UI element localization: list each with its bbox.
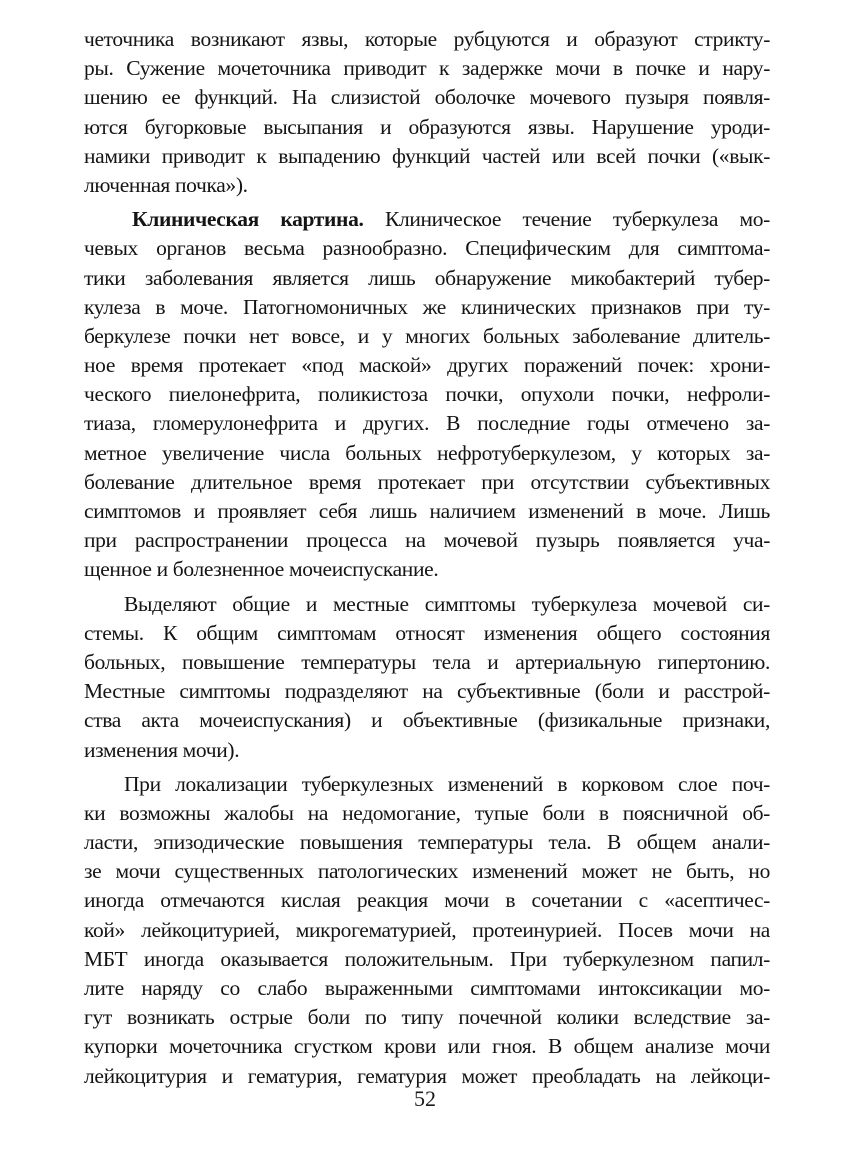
text-line: тиаза, гломерулонефрита и других. В последние годы отмечено за- — [84, 411, 770, 436]
text-line — [84, 205, 770, 234]
text-line: кой» лейкоцитурией, микрогематурией, протеинурией. Посев мочи на — [84, 917, 770, 942]
text-line: ки возможны жалобы на недомогание, тупые боли в поясничной об- — [84, 800, 770, 825]
text-line: четочника возникают язвы, которые рубцуются и образуют стрикту- — [84, 27, 770, 51]
text-line: болевание длительное время протекает при отсутствии субъективных — [84, 469, 770, 494]
text-line: намики приводит к выпадению функций частей или всей почки («вык- — [84, 143, 770, 168]
text-line: ются бугорковые высыпания и образуются язвы. Нарушение уроди- — [84, 114, 770, 139]
text-line: МБТ иногда оказывается положительным. При туберкулезном папил- — [84, 946, 770, 971]
text-line: зе мочи существенных патологических изменений может не быть, но — [84, 859, 770, 884]
text-line: ласти, эпизодические повышения температуры тела. В общем анали- — [84, 830, 770, 855]
text-line: лите наряду со слабо выраженными симптомами интоксикации мо- — [84, 976, 770, 1000]
text-line: чевых органов весьма разнообразно. Специфическим для симптома- — [84, 236, 770, 261]
section-heading: Клиническая картина. — [132, 207, 364, 232]
paragraph-symptoms — [84, 590, 770, 765]
text-line: тики заболевания является лишь обнаружение микобактерий тубер- — [84, 265, 770, 290]
text-line: изменения мочи). — [84, 737, 240, 762]
heading-line-rest: Клиническое течение туберкулеза мо- — [384, 207, 770, 232]
text-line: ное время протекает «под маской» других поражений почек: хрони- — [84, 353, 770, 378]
text-line: симптомов и проявляет себя лишь наличием изменений в моче. Лишь — [84, 499, 770, 523]
text-line: беркулезе почки нет вовсе, и у многих больных заболевание длитель- — [84, 323, 770, 348]
text-line: купорки мочеточника сгустком крови или гноя. В общем анализе мочи — [84, 1034, 770, 1059]
text-line: люченная почка»). — [84, 172, 248, 197]
paragraph-cortical-localization — [84, 770, 770, 1091]
text-line: лейкоцитурия и гематурия, гематурия может преобладать на лейкоци- — [84, 1063, 770, 1088]
text-line: ры. Сужение мочеточника приводит к задержке мочи в почке и нару- — [84, 56, 770, 81]
paragraph-clinical-picture — [84, 205, 770, 584]
text-line: стемы. К общим симптомам относят изменения общего состояния — [84, 620, 770, 645]
text-line: кулеза в моче. Патогномоничных же клинических признаков при ту- — [84, 294, 770, 319]
text-line: шению ее функций. На слизистой оболочке мочевого пузыря появля- — [84, 85, 770, 110]
text-line: ческого пиелонефрита, поликистоза почки, опухоли почки, нефроли- — [84, 382, 770, 407]
page-body — [84, 25, 770, 1091]
text-line: метное увеличение числа больных нефротуберкулезом, у которых за- — [84, 440, 770, 465]
text-line: иногда отмечаются кислая реакция мочи в сочетании с «асептичес- — [84, 888, 770, 913]
text-line: гут возникать острые боли по типу почечной колики вследствие за- — [84, 1005, 770, 1030]
paragraph-urodynamics — [84, 25, 770, 200]
text-line: щенное и болезненное мочеиспускание. — [84, 557, 439, 582]
text-line: Местные симптомы подразделяют на субъективные (боли и расстрой- — [84, 679, 770, 704]
page-number: 52 — [414, 1086, 436, 1111]
text-line: Выделяют общие и местные симптомы туберкулеза мочевой си- — [124, 591, 770, 616]
text-line: при распространении процесса на мочевой пузырь появляется уча- — [84, 528, 770, 553]
text-line: ства акта мочеиспускания) и объективные (физикальные признаки, — [84, 708, 770, 733]
text-line: больных, повышение температуры тела и артериальную гипертонию. — [84, 649, 770, 674]
text-line: При локализации туберкулезных изменений в корковом слое поч- — [124, 771, 770, 796]
